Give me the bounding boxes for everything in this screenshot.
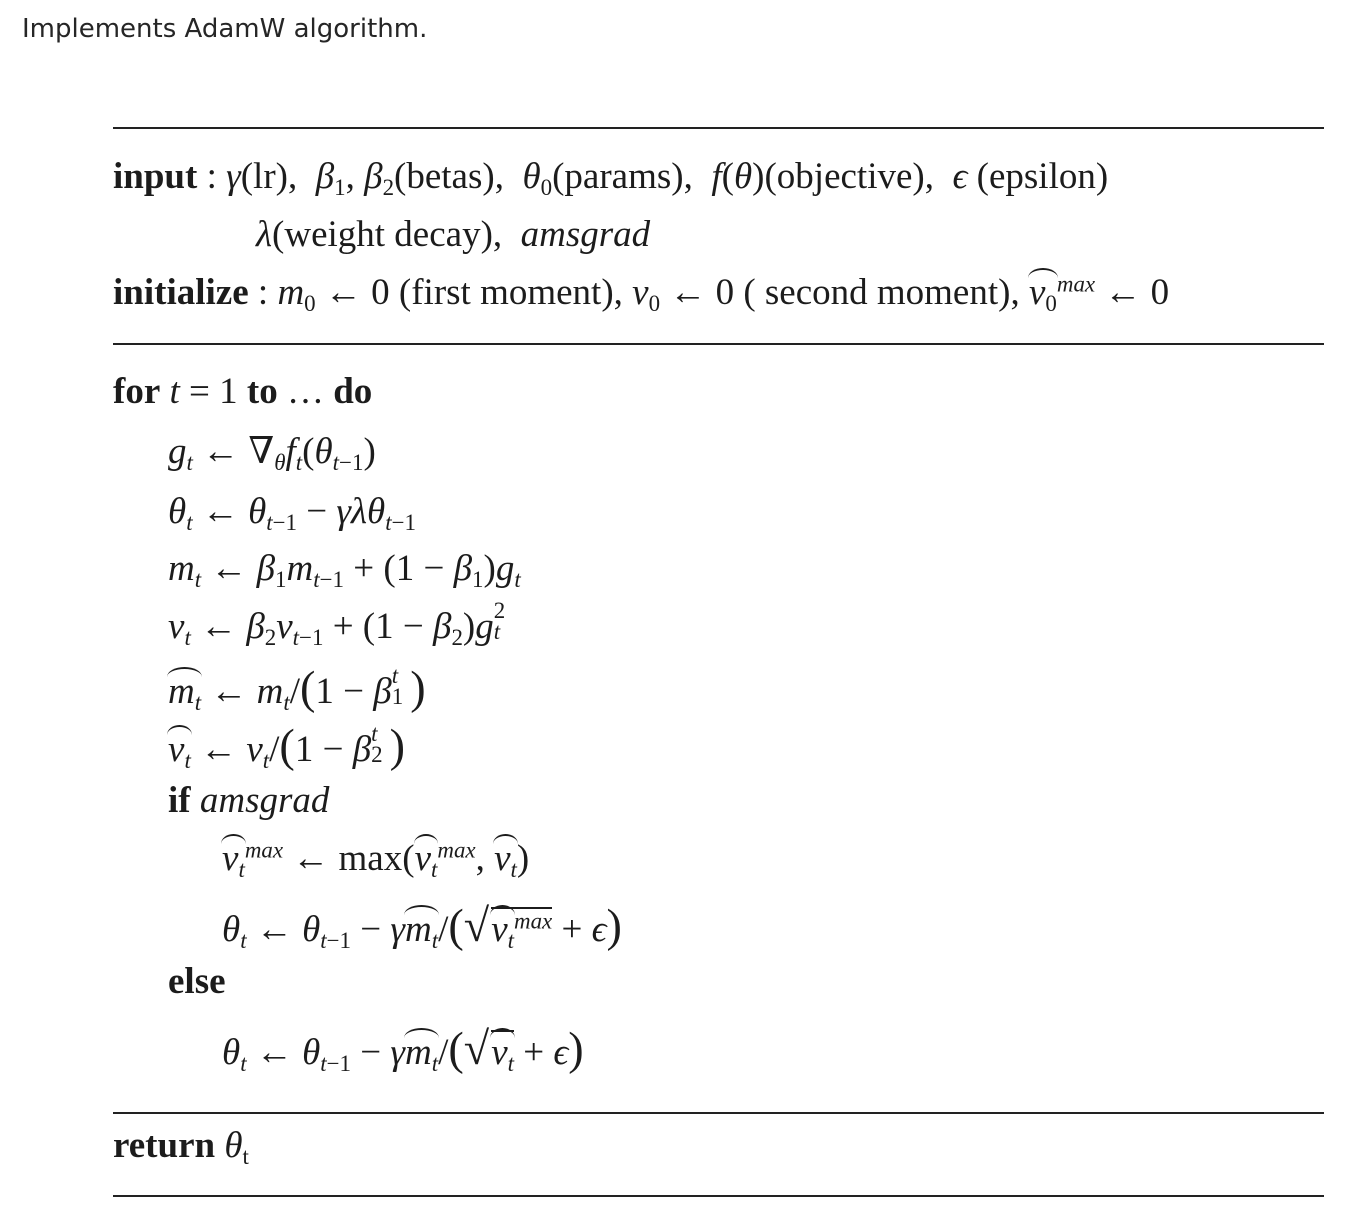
step-second-moment: $v_t$ ← $\beta_2v_{t-1} + (1 - \beta_2)g$ 2 t bbox=[168, 597, 506, 650]
input-amsgrad: amsgrad bbox=[520, 214, 651, 255]
input-lr: γ(lr), bbox=[226, 156, 298, 197]
final-rule bbox=[113, 1195, 1324, 1197]
second-moment-label: ( second moment), bbox=[743, 272, 1020, 313]
step-gradient: $g_t$ ← $\nabla_\theta f_t(\theta_{t-1})$ bbox=[168, 431, 376, 475]
first-moment-label: (first moment), bbox=[398, 272, 623, 313]
bottom-rule bbox=[113, 1112, 1324, 1114]
input-params: $\theta_0(params)$, bbox=[522, 156, 693, 200]
input-betas: $\beta_1$, $\beta_2(betas)$, bbox=[315, 156, 504, 200]
intro-text: Implements AdamW algorithm. bbox=[22, 14, 428, 44]
input-weight-decay: λ(weight decay), bbox=[256, 214, 503, 255]
input-epsilon: ϵ (epsilon) bbox=[952, 156, 1109, 197]
for-line: for t = 1 to … do bbox=[113, 371, 373, 412]
input-line: input : γ(lr), $\beta_1$, $\beta_2(betas)$, $\theta_0(params)$, f(θ)(objective), ϵ (epsilon) bbox=[113, 156, 1109, 200]
top-rule bbox=[113, 127, 1324, 129]
middle-rule bbox=[113, 343, 1324, 345]
input-keyword: input bbox=[113, 156, 198, 197]
do-keyword: do bbox=[333, 371, 373, 412]
max-function: max bbox=[338, 838, 403, 879]
initialize-line: initialize : $m_0$ ← 0 (first moment), $v_0$ ← 0 ( second moment), $v_0^{max}$ ← 0 bbox=[113, 271, 1170, 316]
else-line bbox=[168, 963, 226, 1000]
return-keyword: return bbox=[113, 1125, 216, 1166]
max-superscript: max bbox=[1056, 271, 1096, 297]
to-keyword: to bbox=[246, 371, 278, 412]
return-line: return $\theta_t$ bbox=[113, 1125, 249, 1169]
for-keyword: for bbox=[113, 371, 161, 412]
else-body-update: $\theta_t$ ← $\theta_{t-1} - \gamma m_t/(√v_t + \epsilon)$ bbox=[222, 1024, 584, 1076]
else-keyword: else bbox=[168, 961, 226, 1002]
input-objective: f(θ)(objective), bbox=[711, 156, 934, 197]
step-m-hat: $m_t$ ← $m_t/(1 - \beta$ t 1 ) bbox=[168, 662, 426, 715]
input-line-2 bbox=[256, 216, 650, 253]
if-body-update: $\theta_t$ ← $\theta_{t-1} - \gamma m_t/(√v_t^{max} + \epsilon)$ bbox=[222, 901, 622, 953]
if-condition: amsgrad bbox=[199, 780, 330, 821]
step-weight-decay: $\theta_t$ ← $\theta_{t-1} - \gamma\lambda\theta_{t-1}$ bbox=[168, 491, 416, 535]
if-keyword: if bbox=[168, 780, 191, 821]
if-line bbox=[168, 782, 329, 819]
step-v-hat: $v_t$ ← $v_t/(1 - \beta$ t 2 ) bbox=[168, 720, 406, 773]
step-first-moment: $m_t$ ← $\beta_1m_{t-1} + (1 - \beta_1)g_t$ bbox=[168, 548, 521, 592]
if-body-max: $v_t^{max}$ ← $\max(v_t^{max}$, $v_t$) bbox=[222, 837, 530, 882]
initialize-keyword: initialize bbox=[113, 272, 249, 313]
